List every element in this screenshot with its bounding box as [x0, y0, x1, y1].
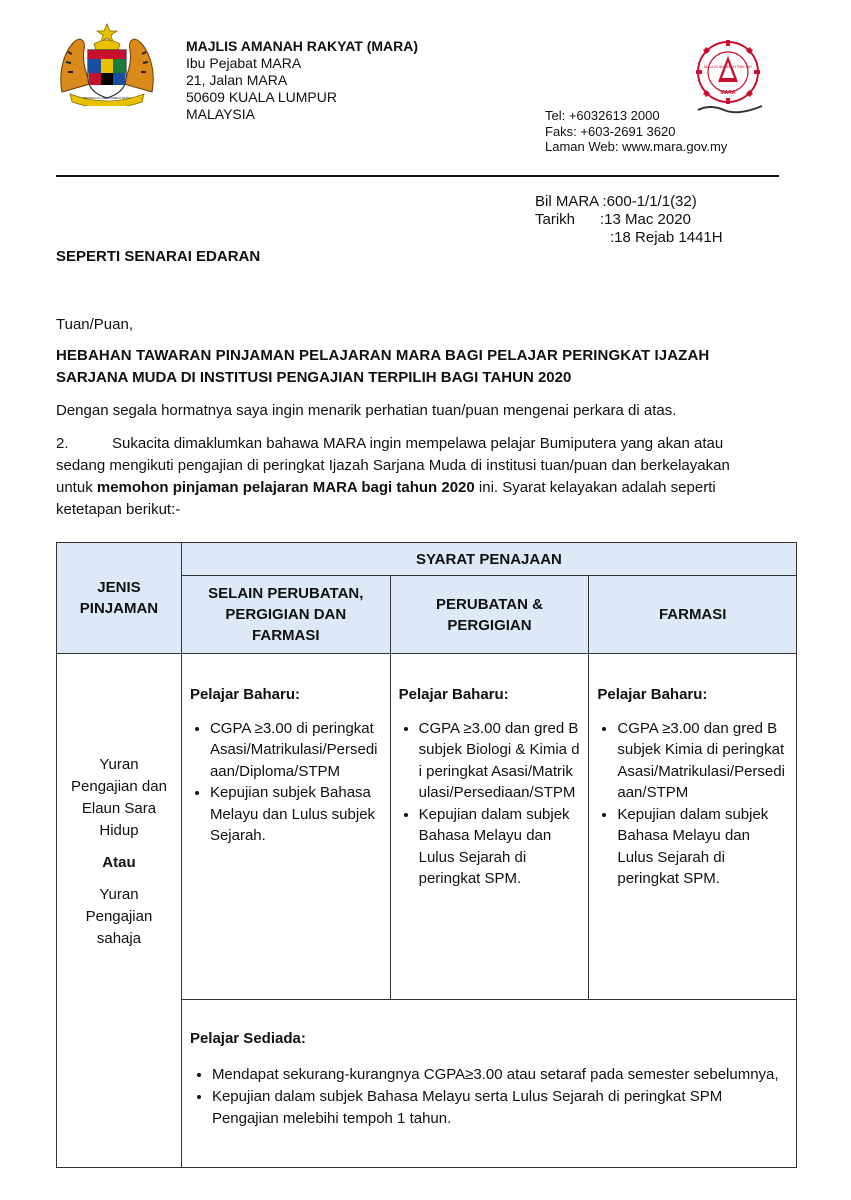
letterhead-address — [186, 38, 418, 123]
para2-line-3-post: ini. Syarat kelayakan adalah seperti — [474, 479, 716, 496]
recipient: SEPERTI SENARAI EDARAN — [56, 248, 261, 265]
sediada-list — [190, 1064, 788, 1130]
crest-motto: BERSEKUTU BERTAMBAH MUTU — [83, 96, 131, 100]
para2-line-2: sedang mengikuti pengajian di peringkat Ijazah Sarjana Muda di institusi tuan/puan dan berkelayakan — [56, 457, 730, 474]
mara-logo-bottom: MARA — [720, 90, 736, 96]
col-a-baharu-label: Pelajar Baharu: — [189, 686, 300, 703]
para2-line-3-pre: untuk — [56, 479, 97, 496]
fax: Faks: +603-2691 3620 — [545, 123, 676, 139]
header-syarat-penajaan — [181, 543, 796, 576]
mara-logo-text: MAJLIS AMANAH RAKYAT — [703, 64, 753, 69]
header-syarat-label: SYARAT PENAJAAN — [416, 550, 562, 568]
header-col-a — [181, 576, 390, 654]
col-a-list — [190, 718, 382, 847]
header-jenis-pinjaman — [57, 543, 182, 654]
header-col-b — [390, 576, 589, 654]
jenis-pinjaman-cell — [57, 654, 182, 1168]
ref-tarikh: Tarikh :13 Mac 2020 — [535, 211, 691, 228]
col-a-cell — [181, 654, 390, 1000]
left-bottom-text: Yuran Pengajian sahaja — [85, 885, 153, 947]
website: Laman Web: www.mara.gov.my — [545, 139, 728, 154]
tel: Tel: +6032613 2000 — [545, 108, 660, 123]
ref-hijri: :18 Rejab 1441H — [535, 229, 723, 246]
header-jenis-label: JENIS PINJAMAN — [79, 579, 159, 617]
reference-block — [535, 193, 723, 247]
address-line-4: MALAYSIA — [186, 106, 255, 122]
header-col-c — [589, 576, 797, 654]
list-item: • Kepujian dalam subjek Bahasa Melayu dan Lulus Sejarah di peringkat SPM. — [419, 804, 581, 890]
list-item: • Kepujian dalam subjek Bahasa Melayu serta Lulus Sejarah di peringkat SPM Pengajian melebihi tempoh 1 tahun. — [212, 1086, 788, 1130]
address-line-3: 50609 KUALA LUMPUR — [186, 89, 337, 105]
salutation: Tuan/Puan, — [56, 316, 133, 333]
para2-line-1: Sukacita dimaklumkan bahawa MARA ingin mempelawa pelajar Bumiputera yang akan atau — [112, 435, 724, 452]
header-rule — [56, 175, 779, 177]
paragraph-1: Dengan segala hormatnya saya ingin menarik perhatian tuan/puan mengenai perkara di atas. — [56, 402, 677, 419]
para2-line-4: ketetapan berikut:- — [56, 501, 181, 518]
mara-logo — [690, 36, 770, 116]
list-item: • Kepujian subjek Bahasa Melayu dan Lulus subjek Sejarah. — [210, 782, 382, 847]
col-b-cell — [390, 654, 589, 1000]
address-line-2: 21, Jalan MARA — [186, 72, 288, 88]
header-col-a-label: SELAIN PERUBATAN, PERGIGIAN DAN FARMASI — [208, 585, 364, 644]
left-top-text: Yuran Pengajian dan Elaun Sara Hidup — [71, 755, 167, 839]
col-c-baharu-label: Pelajar Baharu: — [597, 686, 708, 703]
col-b-list — [399, 718, 581, 890]
para-number: 2. — [56, 435, 69, 452]
header-col-c-label: FARMASI — [658, 606, 727, 623]
list-item: • CGPA ≥3.00 di peringkat Asasi/Matrikulasi/Persediaan/Diploma/STPM — [210, 718, 382, 783]
col-c-list — [597, 718, 788, 890]
list-item: • Mendapat sekurang-kurangnya CGPA≥3.00 atau setaraf pada semester sebelumnya, — [212, 1064, 788, 1086]
address-line-1: Ibu Pejabat MARA — [186, 55, 302, 71]
list-item: • Kepujian dalam subjek Bahasa Melayu dan Lulus Sejarah di peringkat SPM. — [617, 804, 788, 890]
contact-block — [545, 108, 727, 155]
sediada-label: Pelajar Sediada: — [189, 1030, 306, 1047]
left-atau-text: Atau — [102, 853, 136, 871]
sediada-cell — [181, 1000, 796, 1168]
list-item: • CGPA ≥3.00 dan gred B subjek Biologi & Kimia di peringkat Asasi/Matrikulasi/Persediaan/STPM — [419, 718, 581, 804]
col-b-baharu-label: Pelajar Baharu: — [398, 686, 509, 703]
subject-line-2: SARJANA MUDA DI INSTITUSI PENGAJIAN TERPILIH BAGI TAHUN 2020 — [56, 369, 572, 386]
ref-bil: Bil MARA :600-1/1/1(32) — [535, 193, 697, 210]
paragraph-2 — [56, 433, 796, 521]
subject-line-1: HEBAHAN TAWARAN PINJAMAN PELAJARAN MARA BAGI PELAJAR PERINGKAT IJAZAH — [56, 347, 710, 364]
para2-line-3-bold: memohon pinjaman pelajaran MARA bagi tahun 2020 — [96, 479, 475, 496]
header-col-b-label: PERUBATAN & PERGIGIAN — [436, 595, 543, 634]
col-c-cell — [589, 654, 797, 1000]
list-item: • CGPA ≥3.00 dan gred B subjek Kimia di peringkat Asasi/Matrikulasi/Persediaan/STPM — [617, 718, 788, 804]
org-name: MAJLIS AMANAH RAKYAT (MARA) — [186, 38, 419, 54]
coat-of-arms-logo — [56, 22, 158, 106]
syarat-table — [56, 542, 797, 1168]
